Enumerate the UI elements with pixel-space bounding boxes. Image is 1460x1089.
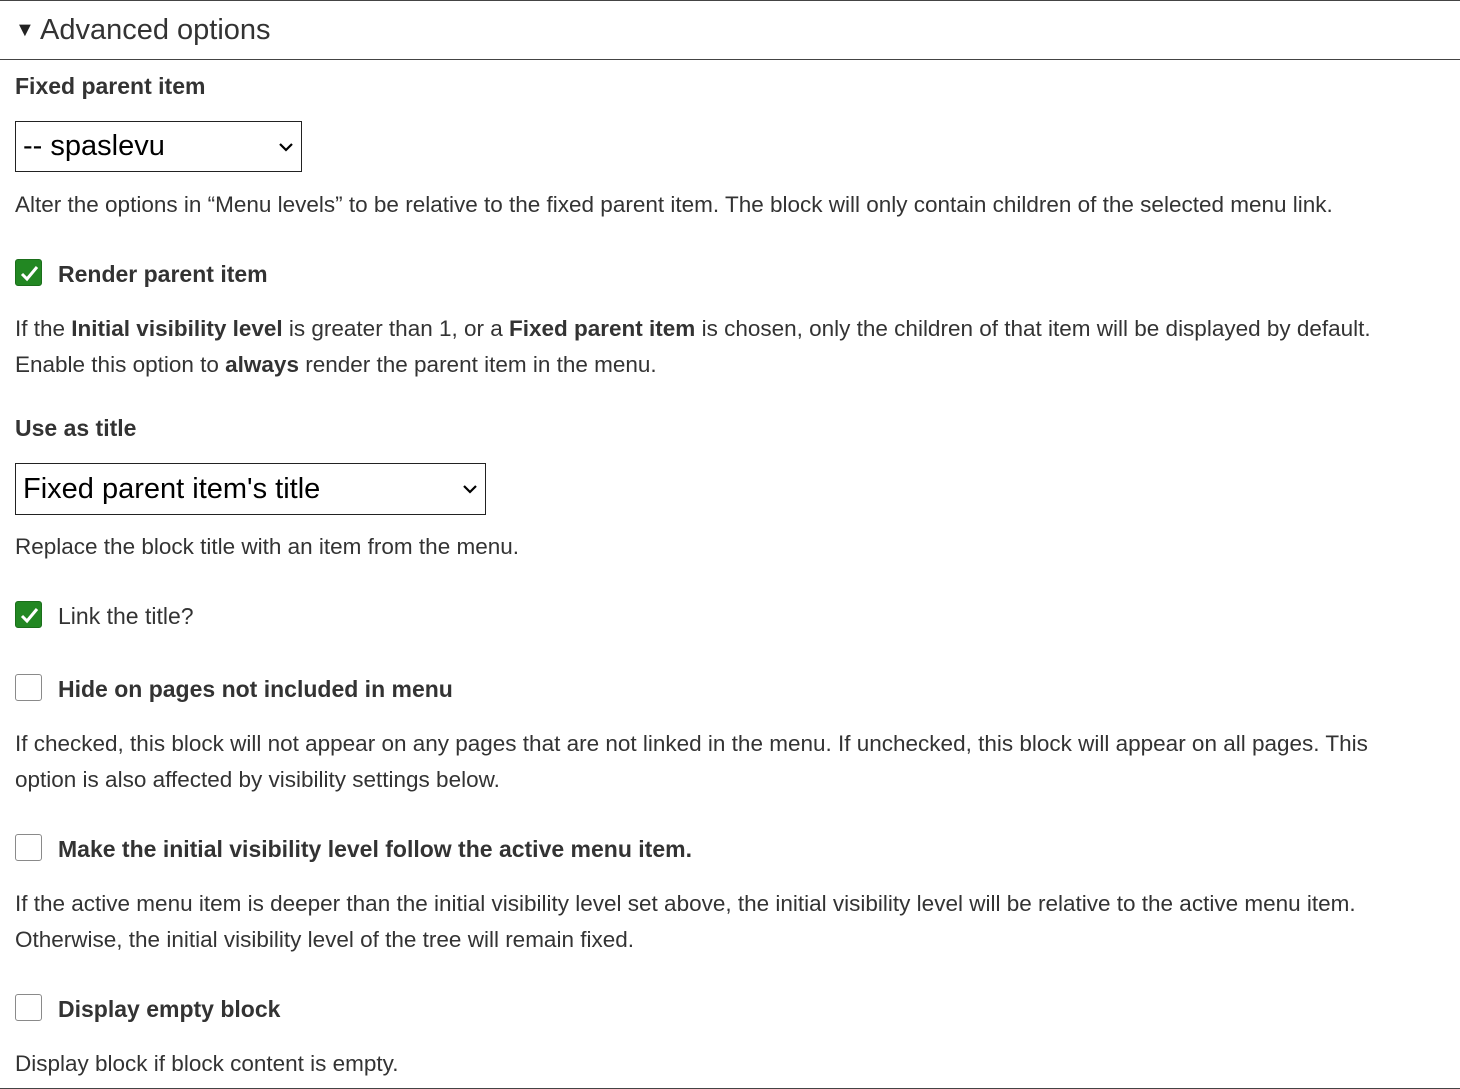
hide-pages-description: If checked, this block will not appear on any pages that are not linked in the menu. If unchecked, this block will appear on all pages. This option is also affected by visibility settings below.	[15, 731, 1368, 792]
display-empty-checkbox[interactable]	[15, 994, 42, 1021]
use-as-title-select[interactable]	[15, 463, 486, 515]
desc-bold-text: Fixed parent item	[509, 316, 696, 341]
chevron-down-icon	[278, 139, 294, 155]
desc-text: If the	[15, 316, 72, 341]
desc-text: render the parent item in the menu.	[298, 352, 657, 377]
checkmark-icon	[19, 263, 40, 284]
fixed-parent-select[interactable]	[15, 121, 302, 172]
desc-text: is chosen, only the children of that item will be displayed by default. Enable this option to	[15, 316, 1371, 377]
advanced-options-title: Advanced options	[40, 13, 271, 46]
fixed-parent-description: Alter the options in “Menu levels” to be relative to the fixed parent item. The block will only contain children of the selected menu link.	[15, 192, 1333, 217]
hide-pages-label[interactable]: Hide on pages not included in menu	[58, 676, 453, 702]
fixed-parent-selected-value: -- spaslevu	[23, 130, 165, 162]
display-empty-description: Display block if block content is empty.	[15, 1051, 399, 1076]
use-as-title-description: Replace the block title with an item from the menu.	[15, 534, 519, 559]
hide-pages-checkbox[interactable]	[15, 674, 42, 701]
chevron-down-icon	[462, 481, 478, 497]
render-parent-checkbox[interactable]	[15, 259, 42, 286]
follow-active-description: If the active menu item is deeper than the initial visibility level set above, the initial visibility level will be relative to the active menu item. Otherwise, the initial visibility level of the tree will remain fixed.	[15, 891, 1356, 952]
checkmark-icon	[19, 605, 40, 626]
fixed-parent-label: Fixed parent item	[15, 73, 206, 99]
link-title-label[interactable]: Link the title?	[58, 603, 194, 629]
advanced-options-summary[interactable]	[0, 1, 1460, 60]
render-parent-description	[15, 311, 1415, 383]
desc-bold-text: always	[225, 352, 299, 377]
follow-active-label[interactable]: Make the initial visibility level follow the active menu item.	[58, 836, 692, 862]
render-parent-label[interactable]: Render parent item	[58, 261, 268, 287]
display-empty-label[interactable]: Display empty block	[58, 996, 281, 1022]
expand-triangle-icon: ▼	[15, 19, 35, 41]
follow-active-checkbox[interactable]	[15, 834, 42, 861]
link-title-checkbox[interactable]	[15, 601, 42, 628]
desc-text: is greater than 1, or a	[282, 316, 510, 341]
desc-bold-text: Initial visibility level	[71, 316, 283, 341]
use-as-title-label: Use as title	[15, 415, 137, 441]
use-as-title-selected-value: Fixed parent item's title	[23, 472, 321, 505]
